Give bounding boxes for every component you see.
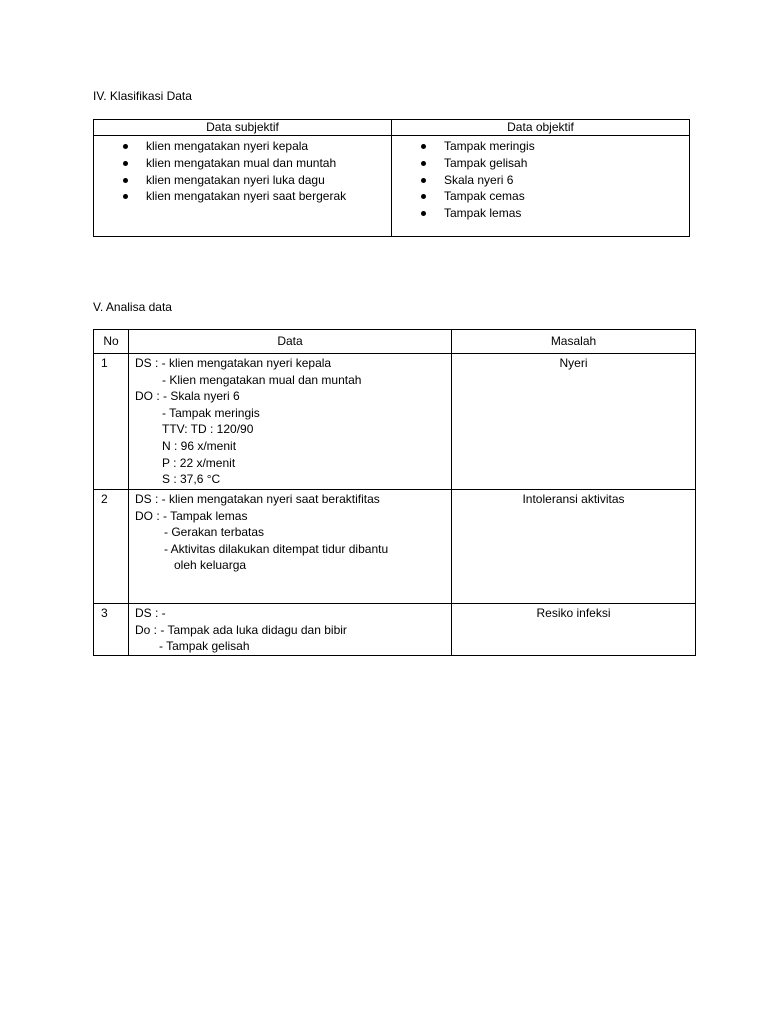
data-line: P : 22 x/menit (162, 455, 236, 470)
bullet-icon (421, 194, 426, 199)
data-line: DS : - klien mengatakan nyeri saat beraktifitas (135, 492, 380, 506)
table-row (94, 490, 696, 604)
bullet-icon (123, 161, 128, 166)
bullet-icon (123, 194, 128, 199)
objektif-cell (392, 136, 690, 237)
masalah-cell: Nyeri (452, 354, 696, 490)
list-item: Tampak lemas (392, 205, 689, 222)
data-line: TTV: TD : 120/90 (162, 422, 254, 437)
klasifikasi-data-table (93, 119, 690, 237)
data-line: N : 96 x/menit (162, 438, 237, 453)
data-line: - Gerakan terbatas (164, 525, 265, 540)
header-no: No (94, 330, 129, 354)
data-line: - Aktivitas dilakukan ditempat tidur dibantu (164, 541, 389, 556)
subjektif-list (94, 138, 391, 205)
table-header-row (94, 120, 690, 136)
masalah-cell: Intoleransi aktivitas (452, 490, 696, 604)
data-line: DO : - Skala nyeri 6 (135, 389, 240, 404)
data-line: S : 37,6 °C (162, 472, 221, 487)
section-5-heading: V. Analisa data (93, 300, 172, 314)
bullet-icon (123, 178, 128, 183)
list-item: Skala nyeri 6 (392, 172, 689, 189)
list-item: Tampak cemas (392, 188, 689, 205)
data-line: oleh keluarga (174, 558, 247, 573)
bullet-icon (421, 144, 426, 149)
row-number: 3 (94, 604, 129, 656)
row-number: 1 (94, 354, 129, 490)
data-line: DS : - klien mengatakan nyeri kepala (135, 356, 332, 370)
bullet-icon (421, 161, 426, 166)
row-number: 2 (94, 490, 129, 604)
header-data-subjektif: Data subjektif (94, 120, 392, 136)
data-cell (129, 354, 452, 490)
data-line: - Tampak meringis (162, 405, 260, 420)
table-row (94, 136, 690, 237)
masalah-cell: Resiko infeksi (452, 604, 696, 656)
list-item: Tampak gelisah (392, 155, 689, 172)
data-cell (129, 604, 452, 656)
data-line: DS : - (135, 606, 166, 620)
section-4-heading: IV. Klasifikasi Data (93, 89, 192, 103)
header-data-objektif: Data objektif (392, 120, 690, 136)
list-item: klien mengatakan mual dan muntah (94, 155, 391, 172)
data-line: - Tampak gelisah (159, 639, 250, 654)
data-line: DO : - Tampak lemas (135, 508, 248, 523)
table-row (94, 354, 696, 490)
table-header-row (94, 330, 696, 354)
bullet-icon (421, 211, 426, 216)
data-line: Do : - Tampak ada luka didagu dan bibir (135, 622, 347, 637)
bullet-icon (421, 178, 426, 183)
list-item: klien mengatakan nyeri saat bergerak (94, 188, 391, 205)
analisa-data-table (93, 329, 696, 656)
list-item: klien mengatakan nyeri kepala (94, 138, 391, 155)
bullet-icon (123, 144, 128, 149)
list-item: Tampak meringis (392, 138, 689, 155)
data-cell (129, 490, 452, 604)
data-line: - Klien mengatakan mual dan muntah (162, 372, 362, 387)
objektif-list (392, 138, 689, 222)
subjektif-cell (94, 136, 392, 237)
header-masalah: Masalah (452, 330, 696, 354)
table-row (94, 604, 696, 656)
header-data: Data (129, 330, 452, 354)
list-item: klien mengatakan nyeri luka dagu (94, 172, 391, 189)
